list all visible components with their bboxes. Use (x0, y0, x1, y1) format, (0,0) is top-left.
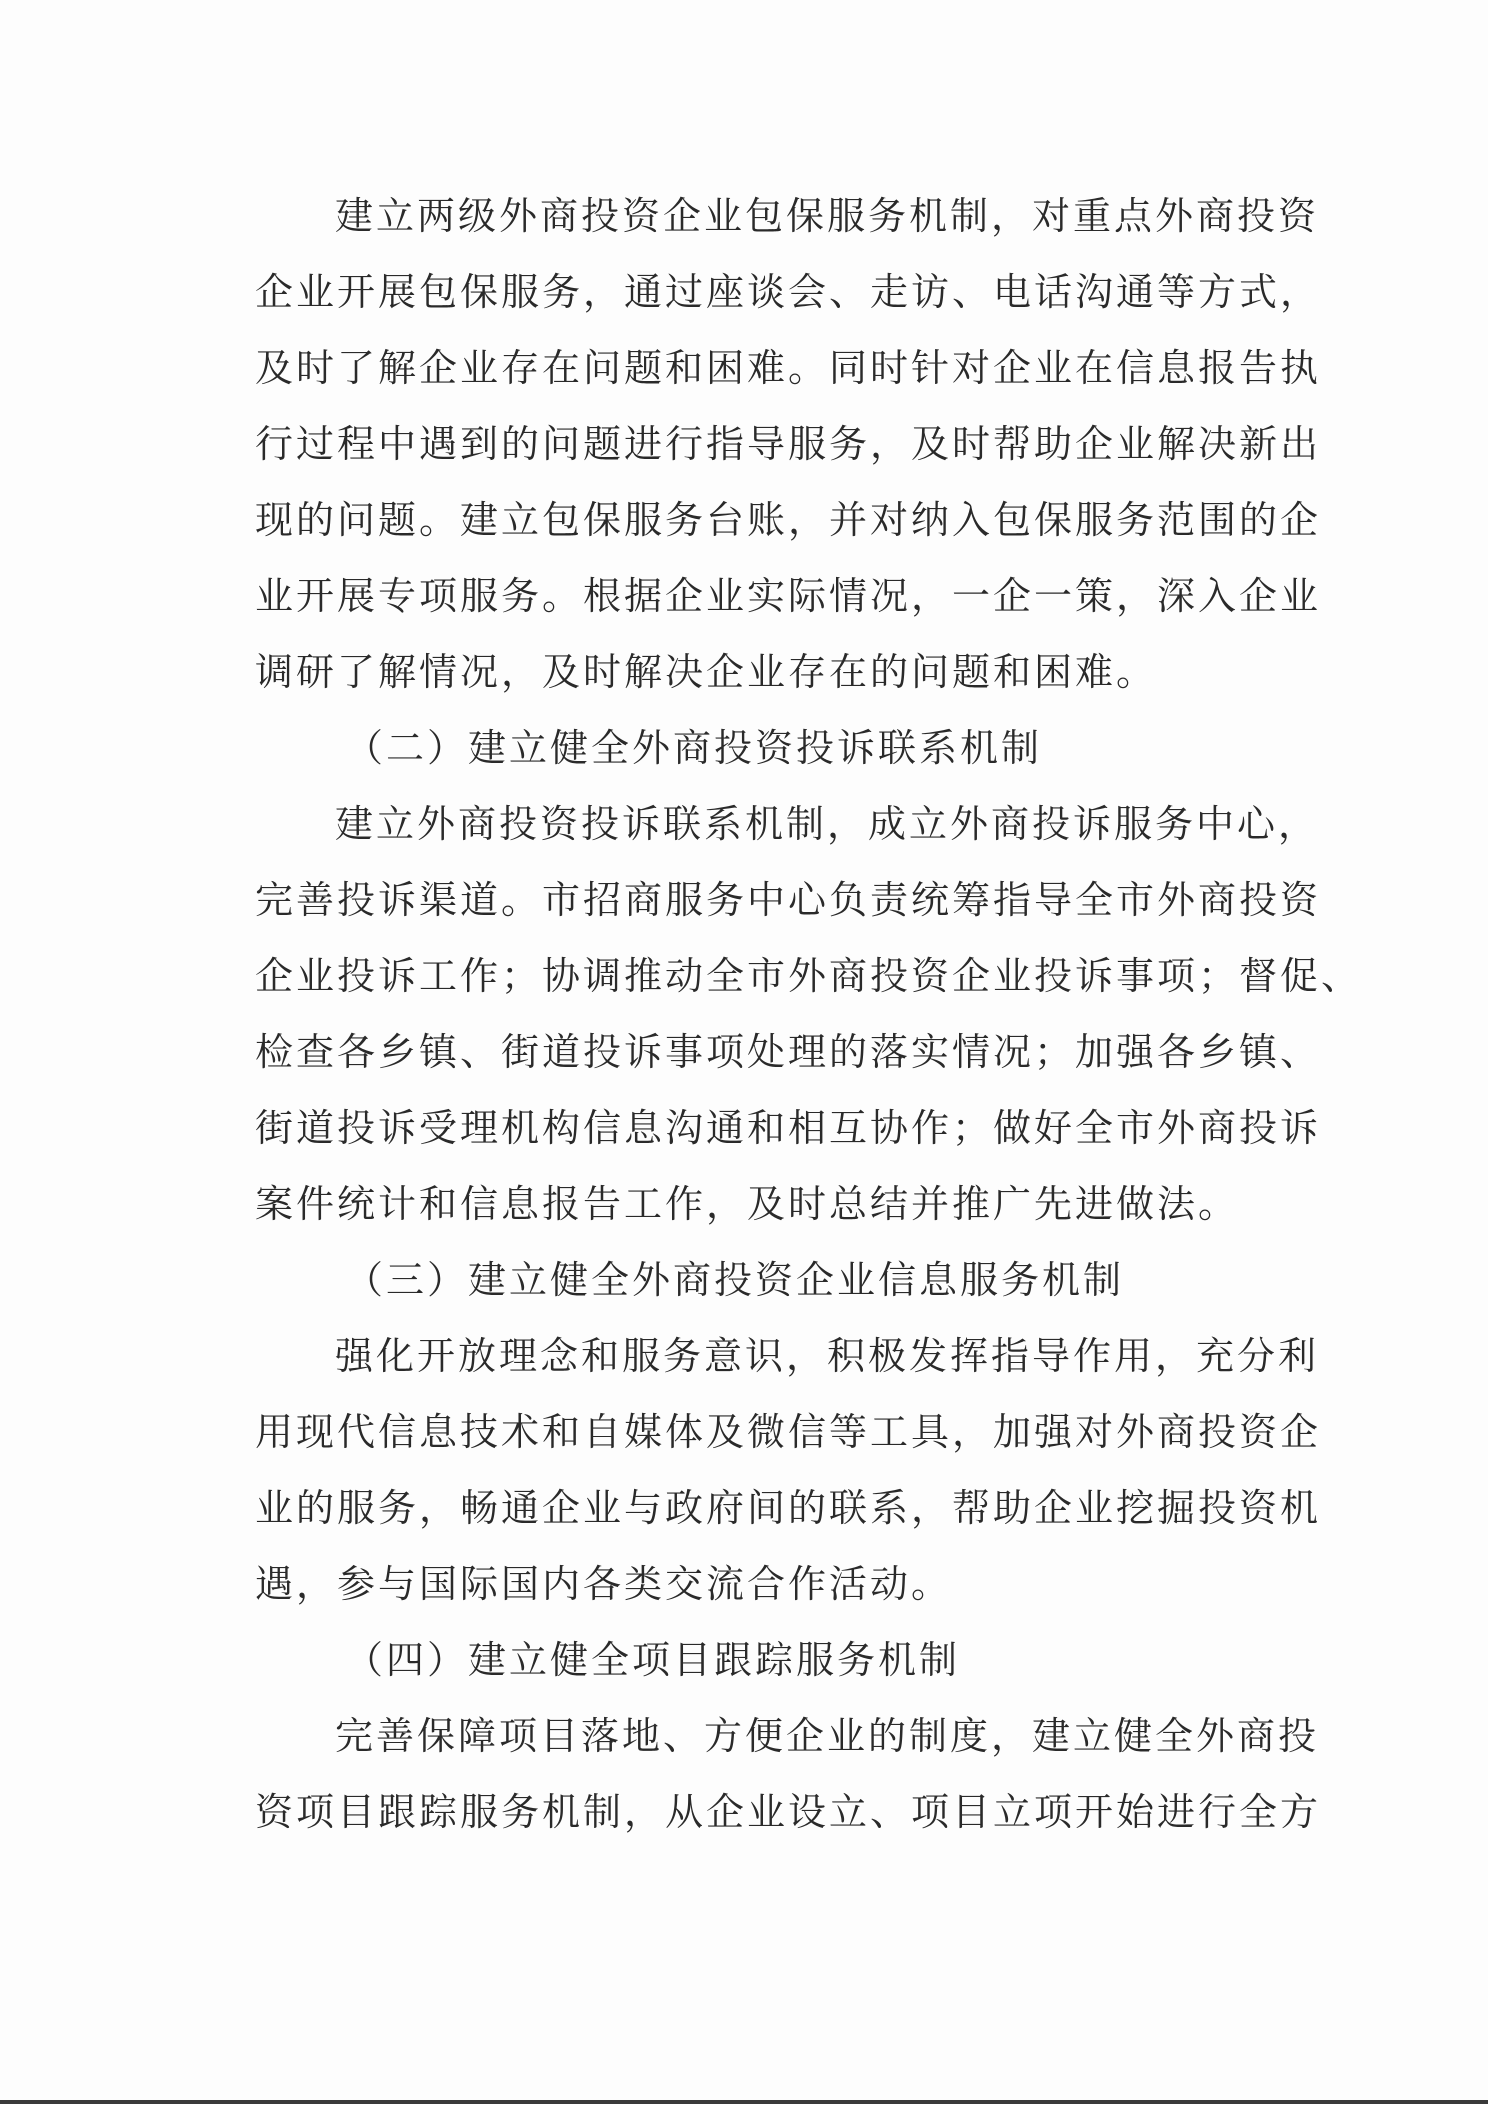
paragraph-line: 完善保障项目落地、方便企业的制度，建立健全外商投 (335, 1714, 1320, 1758)
paragraph-line: 检查各乡镇、街道投诉事项处理的落实情况；加强各乡镇、 (255, 1030, 1322, 1074)
paragraph-line: 建立外商投资投诉联系机制，成立外商投诉服务中心， (335, 802, 1320, 846)
paragraph-line: 行过程中遇到的问题进行指导服务，及时帮助企业解决新出 (255, 422, 1322, 466)
paragraph-line: 资项目跟踪服务机制，从企业设立、项目立项开始进行全方 (255, 1790, 1322, 1834)
section-heading: （四）建立健全项目跟踪服务机制 (345, 1638, 961, 1682)
section-heading: （二）建立健全外商投资投诉联系机制 (345, 726, 1043, 770)
paragraph-line: 遇，参与国际国内各类交流合作活动。 (255, 1562, 953, 1606)
paragraph-line: 案件统计和信息报告工作，及时总结并推广先进做法。 (255, 1182, 1240, 1226)
paragraph-line: 现的问题。建立包保服务台账，并对纳入包保服务范围的企 (255, 498, 1322, 542)
paragraph-line: 完善投诉渠道。市招商服务中心负责统筹指导全市外商投资 (255, 878, 1322, 922)
paragraph-line: 街道投诉受理机构信息沟通和相互协作；做好全市外商投诉 (255, 1106, 1322, 1150)
paragraph-line: 建立两级外商投资企业包保服务机制，对重点外商投资 (335, 194, 1320, 238)
paragraph-line: 业的服务，畅通企业与政府间的联系，帮助企业挖掘投资机 (255, 1486, 1322, 1530)
paragraph-line: 强化开放理念和服务意识，积极发挥指导作用，充分利 (335, 1334, 1320, 1378)
paragraph-line: 企业投诉工作；协调推动全市外商投资企业投诉事项；督促、 (255, 954, 1363, 998)
paragraph-line: 及时了解企业存在问题和困难。同时针对企业在信息报告执 (255, 346, 1322, 390)
paragraph-line: 企业开展包保服务，通过座谈会、走访、电话沟通等方式， (255, 270, 1322, 314)
paragraph-line: 调研了解情况，及时解决企业存在的问题和困难。 (255, 650, 1158, 694)
document-body (255, 178, 1363, 1850)
section-heading: （三）建立健全外商投资企业信息服务机制 (345, 1258, 1125, 1302)
paragraph-line: 业开展专项服务。根据企业实际情况，一企一策，深入企业 (255, 574, 1322, 618)
scan-bottom-edge (0, 2100, 1488, 2104)
paragraph-line: 用现代信息技术和自媒体及微信等工具，加强对外商投资企 (255, 1410, 1322, 1454)
